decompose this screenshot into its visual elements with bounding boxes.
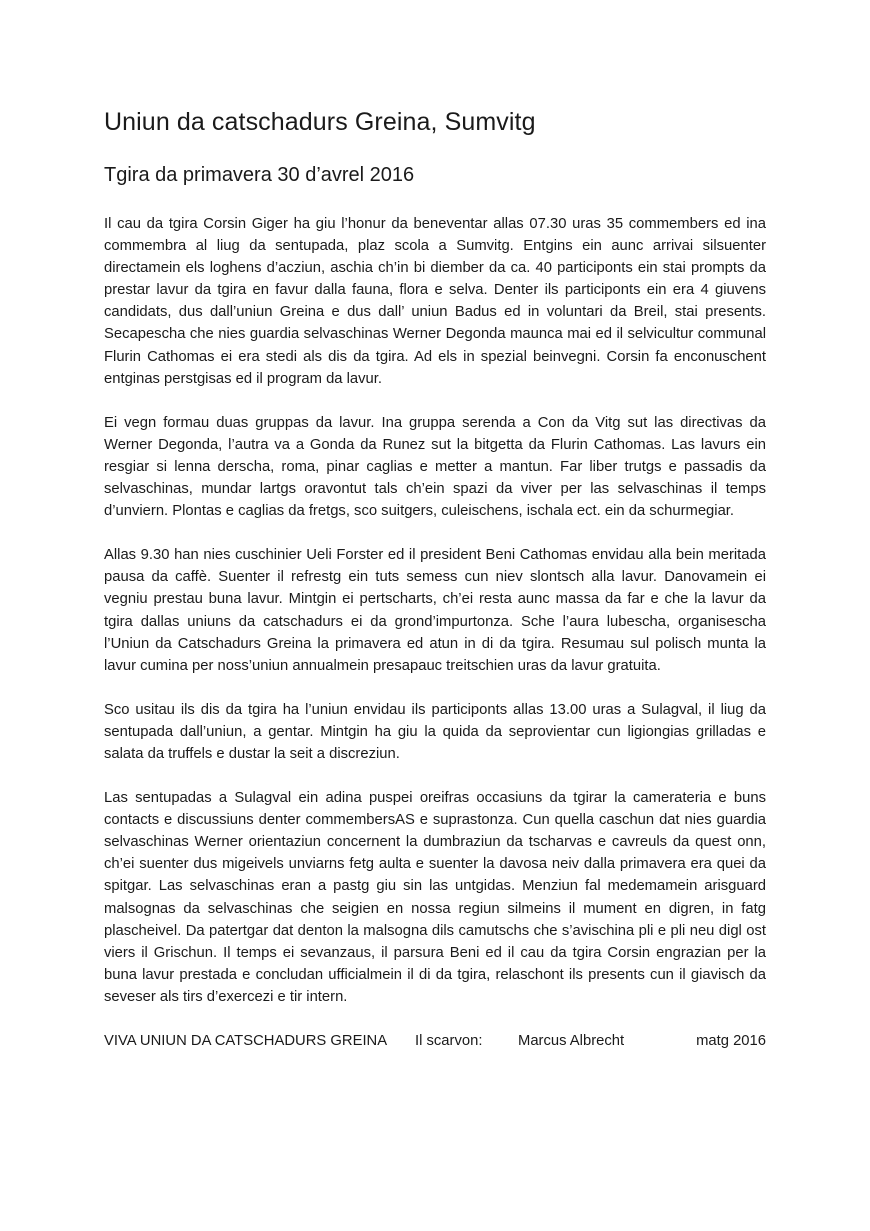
paragraph-1: Il cau da tgira Corsin Giger ha giu l’honur da beneventar allas 07.30 uras 35 commembers ed ina commembra al liug da sentupada, plaz scola a Sumvitg. Entgins ein aunc arrivai silsuenter directamein els loghens d’acziun, aschia ch’in bi diember da ca. 40 participonts ein stai prompts da prestar lavur da tgira en favur dalla fauna, flora e selva. Denter ils participonts ein era 4 giuvens candidats, dus dall’uniun Greina e dus dall’ uniun Badus ed in voluntari da Breil, stai presents. Secapescha che nies guardia selvaschinas Werner Degonda maunca mai ed il selvicultur communal Flurin Cathomas ei era stedi als dis da tgira. Ad els in spezial beinvegni. Corsin fa enconuschent entginas perstgisas ed il program da lavur. (104, 216, 766, 387)
footer-author: Marcus Albrecht (518, 1033, 625, 1049)
paragraph-3: Allas 9.30 han nies cuschinier Ueli Forster ed il president Beni Cathomas envidau alla bein meritada pausa da caffè. Suenter il refrestg ein tuts semess cun niev slontsch alla lavur. Danovamein ei vegniu prestau buna lavur. Mintgin ei pertscharts, ch’ei resta aunc massa da far e che la lavur da tgira dallas uniuns da catschadurs ei da grond’impurtonza. Sche l’aura lubescha, organisescha l’Uniun da Catschadurs Greina la primavera ed atun in di da tgira. Resumau sul polisch munta la lavur cumina per noss’uniun annualmein presapauc treitschien uras da lavur gratuita. (104, 547, 766, 674)
document-title: Uniun da catschadurs Greina, Sumvitg (104, 108, 536, 136)
document-footer (104, 1030, 766, 1052)
footer-date: matg 2016 (696, 1033, 766, 1049)
paragraph-5: Las sentupadas a Sulagval ein adina puspei oreifras occasiuns da tgirar la camerateria e buns contacts e discussiuns denter commembersAS e suprastonza. Cun quella caschun dat nies guardia selvaschinas Werner orientaziun concernent la dumbraziun da tscharvas e cavreuls da quest onn, ch’ei suenter dus migeivels unviarns fetg aulta e suenter la davosa neiv dalla primavera era quei da spitgar. Las selvaschinas eran a pastg giu sin las untgidas. Menziun fal medemamein arisguard malsognas da selvaschinas che seigien en nossa regiun silmeins il mument en digren, in fatg plascheivel. Da patertgar dat denton la malsogna dils camutschs che s’avischina pli e pli neu digl ost viers il Grischun. Il temps ei sevanzaus, il parsura Beni ed il cau da tgira Corsin engrazian per la buna lavur prestada e concludan ufficialmein il di da tgira, relaschont ils presents cun il giavisch da seveser als tirs d’exercezi e tir intern. (104, 790, 766, 1005)
footer-slogan: VIVA UNIUN DA CATSCHADURS GREINA (104, 1033, 388, 1049)
paragraph-4: Sco usitau ils dis da tgira ha l’uniun envidau ils participonts allas 13.00 uras a Sulagval, il liug da sentupada dall’uniun, a gentar. Mintgin ha giu la quida da seprovientar cun ligiongias grilladas e salata da truffels e dustar la seit a discreziun. (104, 701, 766, 762)
document-body (104, 213, 766, 1008)
paragraph-2: Ei vegn formau duas gruppas da lavur. Ina gruppa serenda a Con da Vitg sut las directivas da Werner Degonda, l’autra va a Gonda da Runez sut la bitgetta da Flurin Cathomas. Las lavurs ein resgiar si lenna derscha, roma, pinar caglias e metter a mantun. Far liber trutgs e passadis da selvaschinas, mundar lartgs oravontut tals ch’ein spazi da viver per las selvaschinas il temps d’unviern. Plontas e caglias da fretgs, sco suitgers, culeischens, ischala ect. ein da schurmegiar. (104, 414, 766, 520)
document-subtitle: Tgira da primavera 30 d’avrel 2016 (104, 164, 415, 186)
footer-author-label: Il scarvon: (415, 1033, 483, 1049)
